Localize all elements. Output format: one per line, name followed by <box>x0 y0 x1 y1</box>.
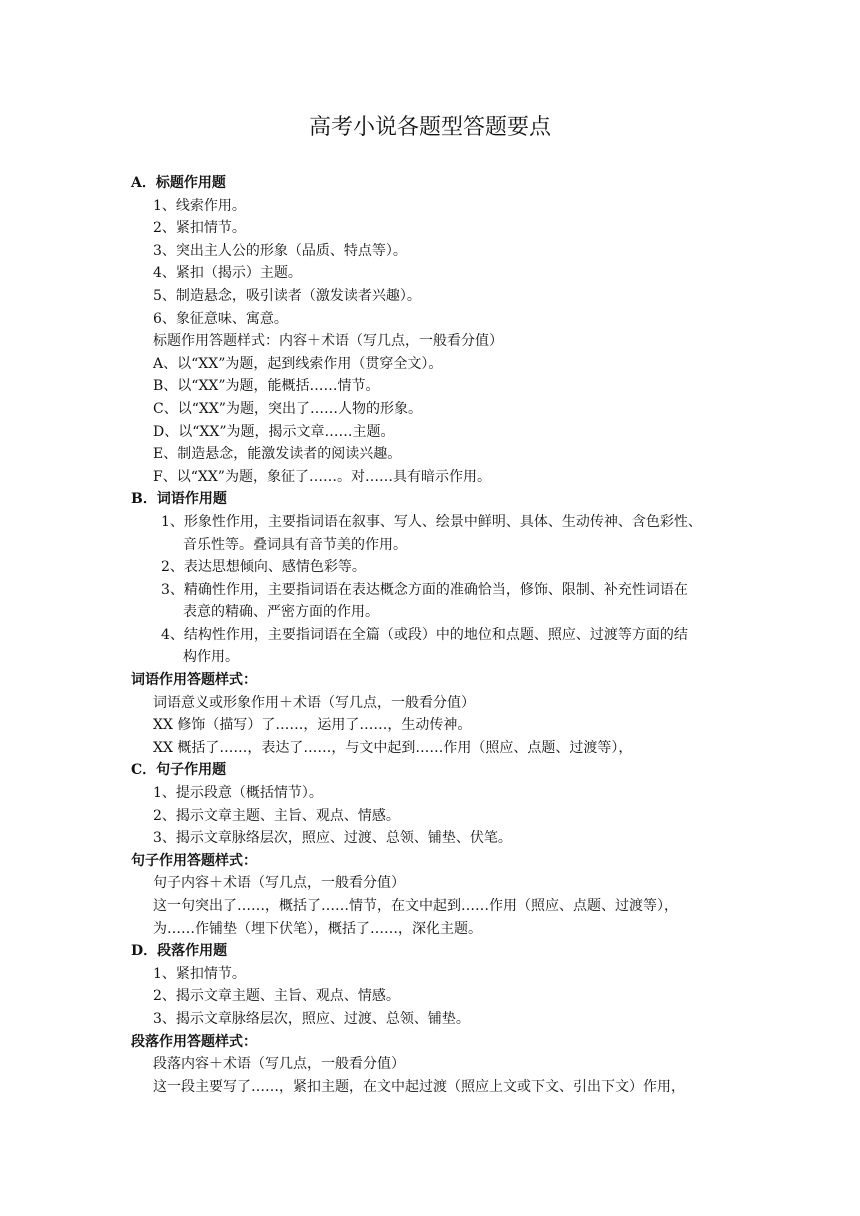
section-heading: 段落作用答题样式： <box>131 1033 257 1050</box>
section-heading: 句子作用答题样式： <box>131 852 257 869</box>
text-line: 3、突出主人公的形象（品质、特点等）。 <box>153 242 407 259</box>
text-line: 1、线索作用。 <box>153 197 246 214</box>
text-line: 5、制造悬念，吸引读者（激发读者兴趣）。 <box>153 287 421 304</box>
text-line: 2、紧扣情节。 <box>153 220 246 237</box>
text-line: 句子内容＋术语（写几点，一般看分值） <box>153 875 405 892</box>
text-line: 4、结构性作用，主要指词语在全篇（或段）中的地位和点题、照应、过渡等方面的结 <box>161 626 688 643</box>
text-line: 6、象征意味、寓意。 <box>153 310 288 327</box>
text-line: 2、表达思想倾向、感情色彩等。 <box>161 559 366 576</box>
section-heading: 词语作用答题样式： <box>131 672 257 689</box>
text-line: 段落内容＋术语（写几点，一般看分值） <box>153 1056 405 1073</box>
text-line: 3、揭示文章脉络层次，照应、过渡、总领、铺垫。 <box>153 1010 470 1027</box>
text-line: 表意的精确、严密方面的作用。 <box>183 604 379 621</box>
text-line: 4、紧扣（揭示）主题。 <box>153 265 302 282</box>
text-line: 这一句突出了……，概括了……情节，在文中起到……作用（照应、点题、过渡等）， <box>153 898 678 914</box>
text-line: 3、揭示文章脉络层次，照应、过渡、总领、铺垫、伏笔。 <box>153 830 512 847</box>
text-line: 1、紧扣情节。 <box>153 965 246 982</box>
text-line: C、以“XX”为题，突出了……人物的形象。 <box>153 400 422 417</box>
document-body <box>131 172 731 1098</box>
text-line: D、以“XX”为题，揭示文章……主题。 <box>153 423 395 440</box>
text-line: 标题作用答题样式：内容＋术语（写几点，一般看分值） <box>153 333 503 350</box>
text-line: XX 概括了……，表达了……，与文中起到……作用（照应、点题、过渡等）， <box>153 739 633 756</box>
text-line: E、制造悬念，能激发读者的阅读兴趣。 <box>153 446 402 463</box>
text-line: 2、揭示文章主题、主旨、观点、情感。 <box>153 988 400 1005</box>
text-line: 1、提示段意（概括情节）。 <box>153 785 323 802</box>
text-line: F、以“XX”为题，象征了……。对……具有暗示作用。 <box>153 468 491 485</box>
section-heading: B．词语作用题 <box>131 491 227 508</box>
text-line: 音乐性等。叠词具有音节美的作用。 <box>183 536 407 553</box>
text-line: A、以“XX”为题，起到线索作用（贯穿全文）。 <box>153 355 443 372</box>
text-line: 词语意义或形象作用＋术语（写几点，一般看分值） <box>153 694 475 711</box>
text-line: 2、揭示文章主题、主旨、观点、情感。 <box>153 807 400 824</box>
text-line: 3、精确性作用，主要指词语在表达概念方面的准确恰当，修饰、限制、补充性词语在 <box>161 581 688 598</box>
section-heading: A．标题作用题 <box>131 175 226 191</box>
page-title: 高考小说各题型答题要点 <box>308 115 551 140</box>
text-line: 1、形象性作用，主要指词语在叙事、写人、绘景中鲜明、具体、生动传神、含色彩性、 <box>161 513 702 530</box>
text-line: 为……作铺垫（埋下伏笔），概括了……，深化主题。 <box>153 920 482 937</box>
text-line: 构作用。 <box>183 649 239 666</box>
text-line: XX 修饰（描写）了……，运用了……，生动传神。 <box>153 717 472 734</box>
section-heading: C．句子作用题 <box>131 762 227 779</box>
section-heading: D．段落作用题 <box>131 943 228 960</box>
text-line: 这一段主要写了……，紧扣主题，在文中起过渡（照应上文或下文、引出下文）作用， <box>153 1078 685 1095</box>
text-line: B、以“XX”为题，能概括……情节。 <box>153 378 380 395</box>
